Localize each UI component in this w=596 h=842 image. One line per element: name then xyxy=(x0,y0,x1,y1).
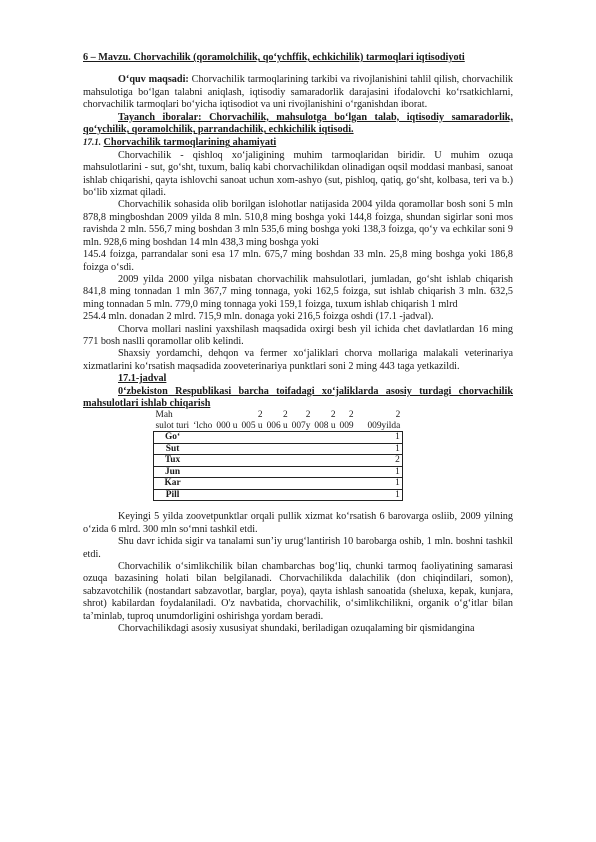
row-value: 1 xyxy=(395,432,400,443)
paragraph-3a: 2009 yilda 2000 yilga nisbatan chorvachilik mahsulotlari, jumladan, go‘sht ishlab chiqarish 841,8 ming tonnadan 1 mln 367,7 ming tonnaga, yoki 162,5 foizga, sut ishlab chiqarish 3 mln. 632,5 ming tonnadan 5 mln. 779,0 ming tonnaga yoki 159,1 foizga, tuxum ishlab chiqarish 1 mlrd xyxy=(83,273,513,310)
goal-paragraph xyxy=(83,74,513,111)
header-cell: sulot turi xyxy=(155,420,190,431)
header-cell: 2 xyxy=(330,410,336,421)
production-table xyxy=(153,410,403,501)
header-cell: 005 u xyxy=(241,420,263,431)
table-row xyxy=(154,466,403,478)
header-cell: 2 xyxy=(305,410,311,421)
document-page xyxy=(83,52,513,635)
header-cell: 2 xyxy=(395,410,401,421)
table-row xyxy=(154,443,403,455)
table-row xyxy=(154,489,403,501)
header-cell: 009 xyxy=(339,420,354,431)
row-value: 2 xyxy=(395,455,400,466)
section-heading xyxy=(83,136,513,149)
row-name: Tux xyxy=(164,455,181,466)
row-value: 1 xyxy=(395,478,400,489)
header-cell: Mah xyxy=(155,410,173,421)
row-value: 1 xyxy=(395,443,400,454)
header-cell xyxy=(214,410,239,421)
row-name: Jun xyxy=(164,466,181,477)
row-name: Go‘ xyxy=(165,432,181,443)
paragraph-2b: 145.4 foizga, parrandalar soni esa 17 mln. 675,7 ming boshdan 33 mln. 25,8 ming boshga yoki 186,8 foizga o‘sdi. xyxy=(83,249,513,273)
paragraph-2a: Chorvachilik sohasida olib borilgan islohotlar natijasida 2004 yilda qoramollar bosh soni 5 mln 878,8 mingboshdan 2009 yilda 8 mln. 510,8 ming boshga yoki 144,8 foizga, shundan sigirlar soni mos ravishda 2 mln. 556,7 ming boshdan 3 mln 535,6 ming boshga yoki 138,3 foizga, qo‘y va echkilar soni 9 mln. 928,6 ming boshdan 14 mln 438,3 ming boshga yoki xyxy=(83,199,513,248)
header-cell: 007y xyxy=(291,420,311,431)
row-name: Pill xyxy=(165,489,180,500)
keywords-paragraph: Tayanch iboralar: Chorvachilik, mahsulotga bo‘lgan talab, iqtisodiy samaradorlik, qo‘ychilik, qoramolchilik, parrandachilik, echkichilik iqtisodi. xyxy=(83,111,513,136)
paragraph-4: Chorva mollari naslini yaxshilash maqsadida oxirgi besh yil ichida chet davlatlardan 16 ming 771 bosh naslli qoramollar olib kelindi. xyxy=(83,323,513,347)
header-cell: ‘lcho xyxy=(193,420,213,431)
row-value: 1 xyxy=(395,466,400,477)
paragraph-5: Shaxsiy yordamchi, dehqon va fermer xo‘jaliklari chorva mollariga malakali veterinariya xizmatlarini ko‘rsatish maqsadida zooveterinariya punktlari soni 2 ming 443 taga yetkazildi. xyxy=(83,348,513,372)
paragraph-1: Chorvachilik - qishloq xo‘jaligining muhim tarmoqlaridan biridir. U muhim ozuqa mahsulotlarini - sut, go‘sht, tuxum, baliq kabi chorvachilikdan olinadigan oqsil moddasi manbasi, sanoat ishlab chiqarishi, qayta ishlovchi sanoat uchun xom-ashyo (sut, pishloq, qatiq, go‘sht, kolbasa, teri va b.) bo‘lib xizmat qiladi. xyxy=(83,149,513,199)
row-value: 1 xyxy=(395,489,400,500)
header-cell: 008 u xyxy=(314,420,336,431)
table-row xyxy=(154,455,403,467)
section-title: Chorvachilik tarmoqlarining ahamiyati xyxy=(103,137,277,149)
table-header-row-2 xyxy=(154,421,403,432)
header-cell: 2 xyxy=(257,410,263,421)
lecture-heading: 6 – Mavzu. Chorvachilik (qoramolchilik, qo‘ychffik, echkichilik) tarmoqlari iqtisodiyoti xyxy=(83,52,465,63)
row-name: Sut xyxy=(165,443,180,454)
paragraph-3b: 254.4 mln. donadan 2 mlrd. 715,9 mln. donaga yoki 216,5 foizga oshdi (17.1 -jadval). xyxy=(83,311,434,323)
paragraph-8: Chorvachilik o‘simlikchilik bilan chambarchas bog‘liq, chunki tarmoq faoliyatining samarasi ozuqa bazasining holati bilan belgilanadi. Chorvachilikda dalachilik (don chiqindilari, somon), sabzavotchilik (nostandart sabzavotlar, barglar, poya), qayta ishlash sanoatida (sheluxa, kepak, kunjara, shrot) kabilardan foydalaniladi. O'z navbatida, chorvachilik, o‘simlikchilikni, organik o‘g‘itlar bilan ta’minlab, tuproq unumdorligini oshirishga yordam beradi. xyxy=(83,561,513,622)
table-header-row-1 xyxy=(154,410,403,421)
goal-label: O‘quv maqsadi: xyxy=(118,74,189,86)
section-number: 17.1. xyxy=(83,137,101,148)
table-label: 17.1-jadval xyxy=(118,373,167,385)
header-cell xyxy=(191,410,214,421)
header-cell: 000 u xyxy=(216,420,238,431)
table-row xyxy=(154,432,403,444)
paragraph-9: Chorvachilikdagi asosiy xususiyat shundaki, beriladigan ozuqalaming bir qismidangina xyxy=(118,623,475,635)
header-cell: 2 xyxy=(282,410,288,421)
table-title: 0‘zbekiston Respublikasi barcha toifadagi xo‘jaliklarda asosiy turdagi chorvachilik mahsulotlari ishlab chiqarish xyxy=(83,385,513,409)
goal-text: Chorvachilik tarmoqlarining tarkibi va rivojlanishini tahlil qilish, chorvachilik mahsulotiga bo‘lgan talabni aniqlash, iqtisodiy samaradorlik darajasini ifodalovchi ko‘rsatkichlarni, chorvachilik tarmoqlari bo‘yicha iqtisodiot va uni rivojlanishini o‘rganishdan iborat. xyxy=(83,74,513,111)
paragraph-6: Keyingi 5 yilda zoovetpunktlar orqali pullik xizmat ko‘rsatish 6 barovarga osliib, 2009 yilning o‘zida 6 mlrd. 300 mln so‘mni tashkil etdi. xyxy=(83,511,513,535)
table-row xyxy=(154,478,403,490)
header-cell: 006 u xyxy=(266,420,288,431)
paragraph-7: Shu davr ichida sigir va tanalami sun’iy urug‘lantirish 10 barobarga oshib, 1 mln. boshni tashkil etdi. xyxy=(83,536,513,560)
header-cell: 009yilda xyxy=(367,420,401,431)
header-cell: 2 xyxy=(348,410,354,421)
row-name: Kar xyxy=(164,478,181,489)
